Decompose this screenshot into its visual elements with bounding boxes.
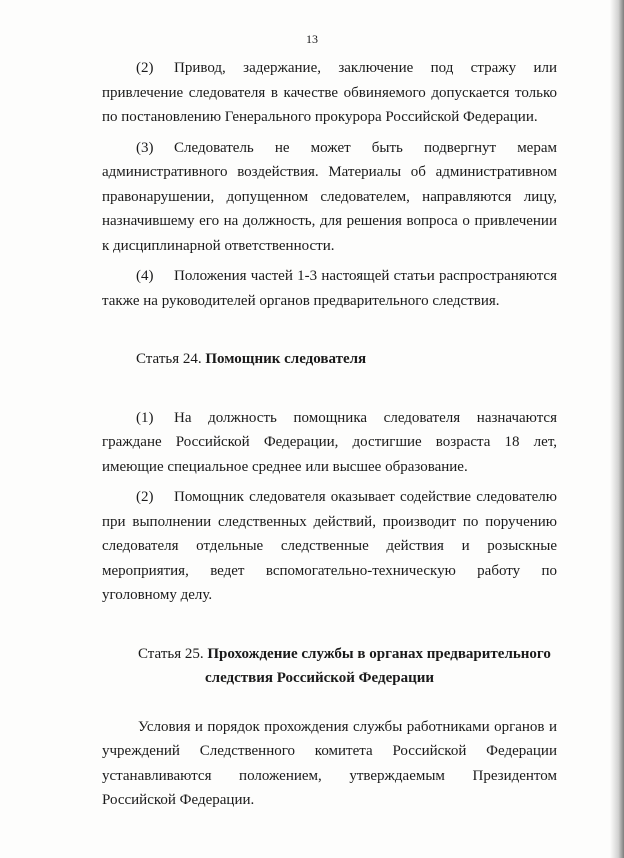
paragraph-number: (3) xyxy=(136,139,154,156)
paragraph-text: На должность помощника следователя назначаются граждане Российской Федерации, достигшие возраста 18 лет, имеющие специальное среднее или высшее образование. xyxy=(102,409,557,475)
article-prefix: Статья 25. xyxy=(138,645,204,662)
paragraph-text: Положения частей 1-3 настоящей статьи распространяются также на руководителей органов предварительного следствия. xyxy=(102,268,557,309)
paragraph-art23-4 xyxy=(102,264,557,313)
paragraph-number: (1) xyxy=(136,409,154,426)
page-number: 13 xyxy=(306,32,318,46)
paragraph-number: (2) xyxy=(136,60,154,76)
article-prefix: Статья 24. xyxy=(136,351,202,367)
paragraph-art24-2 xyxy=(102,485,557,608)
paragraph-art25 xyxy=(102,715,557,813)
article-title-line1: Прохождение службы в органах предварительного xyxy=(207,645,551,662)
paragraph-text: Условия и порядок прохождения службы работниками органов и учреждений Следственного комитета Российской Федерации устанавливаются положением, утверждаемым Президентом Российской Федерации. xyxy=(102,718,557,808)
paragraph-art24-1 xyxy=(102,406,557,480)
article-25-heading xyxy=(102,642,557,691)
article-title: Помощник следователя xyxy=(205,351,367,367)
paragraph-number: (4) xyxy=(136,268,154,284)
paragraph-number: (2) xyxy=(136,489,154,505)
paragraph-art23-3 xyxy=(102,136,557,259)
paragraph-art23-2 xyxy=(102,56,557,130)
document-body xyxy=(102,56,557,813)
paragraph-text: Привод, задержание, заключение под стражу или привлечение следователя в качестве обвиняемого допускается только по постановлению Генерального прокурора Российской Федерации. xyxy=(102,60,557,125)
article-24-heading xyxy=(102,347,557,372)
paragraph-text: Следователь не может быть подвергнут мерам административного воздействия. Материалы об административном правонарушении, допущенном следователем, направляются лицу, назначившему его на должность, для решения вопроса о привлечении к дисциплинарной ответственности. xyxy=(102,139,557,254)
scan-edge-shadow xyxy=(610,0,624,858)
article-title-line2: следствия Российской Федерации xyxy=(205,670,434,686)
paragraph-text: Помощник следователя оказывает содействие следователю при выполнении следственных действий, производит по поручению следователя отдельные следственные действия и розыскные мероприятия, ведет вспомогательно-техническую работу по уголовному делу. xyxy=(102,489,557,603)
